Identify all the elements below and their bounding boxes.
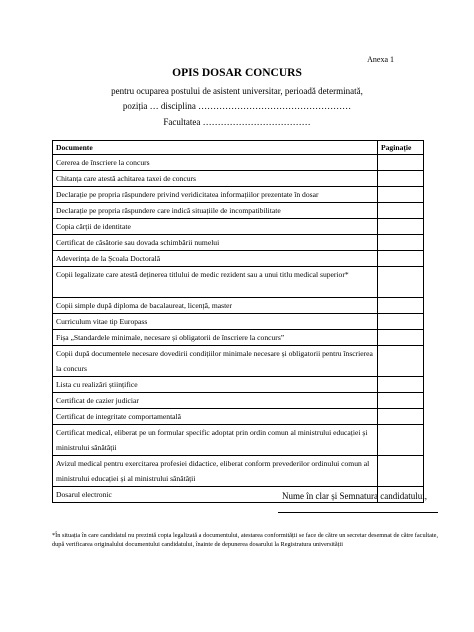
table-row [53, 203, 424, 219]
document-cell: Avizul medical pentru exercitarea profesiei didactice, eliberat conform prevederilor ordinului comun al ministrului educației și al ministrului sănătății [53, 456, 378, 487]
footnote: *În situația în care candidatul nu prezintă copia legalizată a documentului, atestarea conformității se face de către un secretar desemnat de către facultate, după verificarea originalului documentului candidatului, înainte de depunerea dosarului la Registratura universității [52, 532, 439, 548]
pagination-cell[interactable] [378, 187, 424, 203]
table-row [53, 314, 424, 330]
table-row [53, 409, 424, 425]
table-row [53, 393, 424, 409]
pagination-cell[interactable] [378, 235, 424, 251]
table-row [53, 267, 424, 298]
document-cell: Certificat de cazier judiciar [53, 393, 378, 409]
pagination-cell[interactable] [378, 219, 424, 235]
pagination-cell[interactable] [378, 377, 424, 393]
column-header-documents: Documente [53, 141, 378, 155]
signature-label: Nume în clar și Semnatura candidatului, [282, 491, 427, 501]
pagination-cell[interactable] [378, 456, 424, 487]
document-cell: Cererea de înscriere la concurs [53, 155, 378, 171]
pagination-cell[interactable] [378, 267, 424, 298]
table-row [53, 425, 424, 456]
pagination-cell[interactable] [378, 393, 424, 409]
pagination-cell[interactable] [378, 409, 424, 425]
table-row [53, 298, 424, 314]
signature-line[interactable] [278, 512, 438, 513]
table-row [53, 346, 424, 377]
table-row [53, 456, 424, 487]
pagination-cell[interactable] [378, 330, 424, 346]
document-cell: Certificat de căsătorie sau dovada schimbării numelui [53, 235, 378, 251]
document-cell: Declarație pe propria răspundere care indică situațiile de incompatibilitate [53, 203, 378, 219]
pagination-cell[interactable] [378, 251, 424, 267]
subtitle-faculty: Facultatea ……………………………… [163, 117, 311, 127]
document-cell: Curriculum vitae tip Europass [53, 314, 378, 330]
column-header-pagination: Paginație [378, 141, 424, 155]
table-header-row [53, 141, 424, 155]
pagination-cell[interactable] [378, 346, 424, 377]
table-row [53, 377, 424, 393]
document-cell: Certificat medical, eliberat pe un formular specific adoptat prin ordin comun al ministrului educației și ministrului sănătății [53, 425, 378, 456]
table-row [53, 171, 424, 187]
subtitle-position: pentru ocuparea postului de asistent universitar, perioadă determinată, [111, 86, 363, 96]
document-cell: Certificat de integritate comportamentală [53, 409, 378, 425]
document-cell: Copia cărții de identitate [53, 219, 378, 235]
document-cell: Declarație pe propria răspundere privind veridicitatea informațiilor prezentate în dosar [53, 187, 378, 203]
document-cell: Copii după documentele necesare dovedirii condițiilor minimale necesare și obligatorii pentru înscrierea la concurs [53, 346, 378, 377]
document-cell: Dosarul electronic [53, 487, 378, 503]
annex-label: Anexa 1 [367, 55, 394, 64]
document-cell: Fișa „Standardele minimale, necesare și obligatorii de înscriere la concurs” [53, 330, 378, 346]
document-cell: Lista cu realizări științifice [53, 377, 378, 393]
pagination-cell[interactable] [378, 314, 424, 330]
document-cell: Copii simple după diploma de bacalaureat, licență, master [53, 298, 378, 314]
document-cell: Adeverința de la Școala Doctorală [53, 251, 378, 267]
pagination-cell[interactable] [378, 298, 424, 314]
pagination-cell[interactable] [378, 203, 424, 219]
document-cell: Chitanța care atestă achitarea taxei de concurs [53, 171, 378, 187]
table-row [53, 235, 424, 251]
table-row [53, 155, 424, 171]
document-title: OPIS DOSAR CONCURS [172, 67, 302, 79]
subtitle-discipline: poziția … disciplina …………………………………………… [122, 101, 352, 111]
pagination-cell[interactable] [378, 171, 424, 187]
table-row [53, 219, 424, 235]
table-row [53, 251, 424, 267]
table-row [53, 187, 424, 203]
document-cell: Copii legalizate care atestă deținerea titlului de medic rezident sau a unui titlu medical superior* [53, 267, 378, 298]
documents-table [52, 140, 424, 503]
pagination-cell[interactable] [378, 155, 424, 171]
pagination-cell[interactable] [378, 425, 424, 456]
table-row [53, 330, 424, 346]
